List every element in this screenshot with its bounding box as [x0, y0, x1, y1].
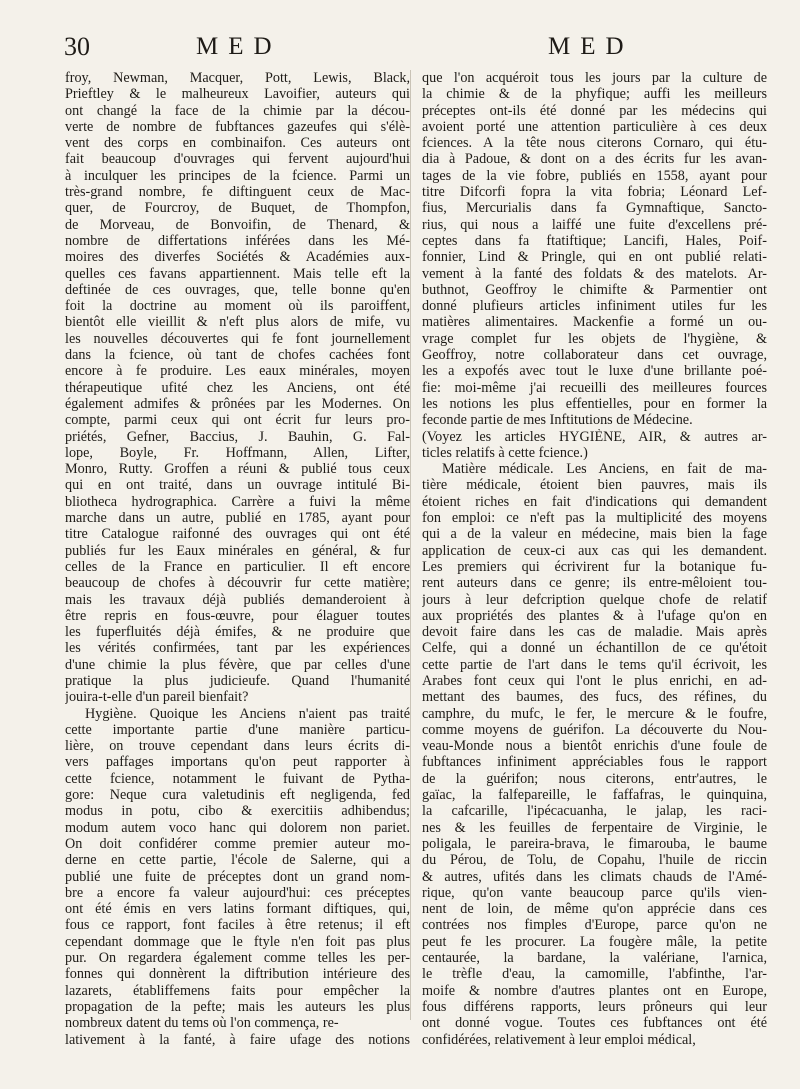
- text-line: fon emploi: ce n'eft pas la multiplicité des moyens: [422, 510, 767, 527]
- text-line: rique, qu'on vante beaucoup parce qu'ils vien-: [422, 884, 767, 901]
- text-line: publié une fuite de préceptes dont un grand nom-: [65, 868, 410, 885]
- text-line: verte de nombre de fubftances gazeufes qui s'élè-: [65, 118, 410, 135]
- text-line: titre Catalogue raifonné des ouvrages qui ont été: [65, 526, 410, 543]
- text-line: Monro, Rutty. Groffen a réuni & publié tous ceux: [65, 461, 410, 478]
- text-line: gaïac, la falfepareille, le faffafras, le quinquina,: [422, 787, 767, 804]
- text-line: vrage complet fur les objets de l'hygiène, &: [422, 330, 767, 347]
- text-line: Prieftley & le malheureux Lavoifier, auteurs qui: [65, 86, 410, 103]
- text-line: deftinée de ces ouvrages, que, telle bonne qu'en: [65, 281, 410, 298]
- text-line: quer, de Fourcroy, de Buquet, de Thompfon,: [65, 200, 410, 217]
- text-line: dia à Padoue, & dont on a des écrits fur les avan-: [422, 151, 767, 168]
- text-line: mettant des baumes, des fucs, des réfines, du: [422, 689, 767, 706]
- text-line: priétés, Gefner, Baccius, J. Bauhin, G. Fal-: [65, 428, 410, 445]
- text-line: fciences. A la tête nous citerons Cornaro, qui étu-: [422, 135, 767, 152]
- text-line: le trèfle d'eau, la camomille, l'abfinthe, l'ar-: [422, 966, 767, 983]
- text-line: fonnes qui donnèrent la diftribution intérieure des: [65, 966, 410, 983]
- text-line: Matière médicale. Les Anciens, en fait de ma-: [442, 461, 767, 478]
- text-line: poligala, le pareira-brava, le fimarouba, le baume: [422, 835, 767, 852]
- text-line: être repris en fous-œuvre, pour élaguer toutes: [65, 607, 410, 624]
- text-line: Geoffroy, notre collaborateur dans cet ouvrage,: [422, 347, 767, 364]
- text-line: fius, Mercurialis dans fa Gymnaftique, Sancto-: [422, 200, 767, 217]
- text-line: jouira-t-elle d'un pareil bienfait?: [65, 689, 249, 706]
- text-line: nes & les feuilles de ferpentaire de Virginie, le: [422, 819, 767, 836]
- text-line: publiés fur les Eaux minérales en général, & fur: [65, 542, 410, 559]
- text-line: nombre de differtations inférées dans les Mé-: [65, 232, 410, 249]
- text-line: marche dans un autre, publié en 1785, ayant pour: [65, 510, 410, 527]
- text-line: rius, qui nous a laiffé une fuite d'excellens pré-: [422, 216, 767, 233]
- text-line: cette importante partie d'une manière particu-: [65, 721, 410, 738]
- text-line: (Voyez les articles HYGIÈNE, AIR, & autres ar-: [422, 428, 767, 445]
- text-line: lière, on trouve cependant dans leurs écrits di-: [65, 738, 410, 755]
- text-line: thérapeutique ufité chez les Anciens, ont été: [65, 379, 410, 396]
- text-line: lazarets, établiffemens faits pour empêcher la: [65, 982, 410, 999]
- text-line: confidérées, relativement à leur emploi médical,: [422, 1031, 696, 1048]
- text-line: tière médicale, étoient bien pauvres, mais ils: [422, 477, 767, 494]
- text-line: fonnier, Lind & Pringle, qui en ont publié relati-: [422, 249, 767, 266]
- text-line: On doit confidérer comme premier auteur mo-: [65, 835, 410, 852]
- text-line: de Morveau, de Bonvoifin, de Thenard, &: [65, 216, 410, 233]
- text-line: ont donné vogue. Toutes ces fubftances ont été: [422, 1015, 767, 1032]
- text-line: derne en cette partie, l'école de Salerne, qui a: [65, 852, 410, 869]
- text-line: froy, Newman, Macquer, Pott, Lewis, Black,: [65, 70, 410, 86]
- text-line: du Pérou, de Tolu, de Copahu, l'huile de riccin: [422, 852, 767, 869]
- text-line: moires des diverfes Sociétés & Académies aux-: [65, 249, 410, 266]
- text-line: moife & nombre d'autres plantes ont en Europe,: [422, 982, 767, 999]
- text-line: pratique la plus judicieufe. Quand l'humanité: [65, 672, 410, 689]
- text-line: modus in potu, cibo & exercitiis adhibendus;: [65, 803, 410, 820]
- text-line: vers paffages importans qu'on peut rapporter à: [65, 754, 410, 771]
- text-line: foit la doctrine au moment où ils paroiffent,: [65, 298, 410, 315]
- page-number: 30: [64, 32, 90, 61]
- text-line: titre Difcorfi fopra la vita fobria; Léonard Lef-: [422, 184, 767, 201]
- text-line: fous ce rapport, font faciles à être retenus; il eft: [65, 917, 410, 934]
- text-line: camphre, du mufc, le fer, le mercure & le foufre,: [422, 705, 767, 722]
- text-line: les vérités confirmées, tant par les expériences: [65, 640, 410, 657]
- text-line: cette partie de l'art dans le tems qu'il écrivoit, les: [422, 656, 767, 673]
- text-line: buthnot, Geoffroy le chimifte & Parmentier ont: [422, 281, 767, 298]
- text-line: fie: moi-même j'ai recueilli des meilleures fources: [422, 379, 767, 396]
- text-line: mais les travaux déjà publiés demanderoient à: [65, 591, 410, 608]
- text-line: la cafcarille, l'ipécacuanha, le jalap, les raci-: [422, 803, 767, 820]
- text-line: de la guérifon; nous citerons, entr'autres, le: [422, 770, 767, 787]
- text-line: avoient porté une attention particulière à ces deux: [422, 118, 767, 135]
- text-line: bre a encore fa valeur aujourd'hui: ces préceptes: [65, 884, 410, 901]
- text-line: préceptes ont-ils été donné par les médecins qui: [422, 102, 767, 119]
- text-line: gore: Neque cura valetudinis eft negligenda, fed: [65, 787, 410, 804]
- text-line: modum autem voco hanc qui dolorem non pariet.: [65, 819, 410, 836]
- text-line: vent des corps en combinaifon. Ces auteurs ont: [65, 135, 410, 152]
- text-line: qui a de la valeur en médecine, mais bien la fage: [422, 526, 767, 543]
- text-line: tages de la vie fobre, publiés en 1558, ayant pour: [422, 167, 767, 184]
- text-line: les a expofés avec tout le luxe d'une brillante poé-: [422, 363, 767, 380]
- text-line: d'une chimie la plus févère, que par celles d'une: [65, 656, 410, 673]
- text-line: encore à fe produire. Les eaux minérales, moyen: [65, 363, 410, 380]
- text-line: étoient riches en fait d'indications qui demandent: [422, 493, 767, 510]
- text-line: Arabes font ceux qui l'ont le plus enrichi, en ad-: [422, 672, 767, 689]
- page-header: [0, 30, 800, 64]
- text-line: & autres, ufités dans les climats chauds de l'Amé-: [422, 868, 767, 885]
- text-line: la chimie & de la phyfique; auffi les meilleurs: [422, 86, 767, 103]
- text-line: vement à la fanté des foldats & des matelots. Ar-: [422, 265, 767, 282]
- text-column-left: [65, 70, 410, 1048]
- running-head-left: MED: [196, 33, 282, 60]
- text-line: Hygiène. Quoique les Anciens n'aient pas traité: [85, 705, 410, 722]
- text-line: ceptes dans fa ftatiftique; Lancifi, Hales, Poif-: [422, 232, 767, 249]
- text-line: centaurée, la bardane, la valériane, l'arnica,: [422, 950, 767, 967]
- text-line: également admifes & prônées par les Modernes. On: [65, 395, 410, 412]
- text-line: comme moyens de guérifon. La découverte du Nou-: [422, 721, 767, 738]
- text-line: bientôt elle vieillit & n'eft plus alors de mife, vu: [65, 314, 410, 331]
- text-line: ont été émis en vers latins formant diftiques, qui,: [65, 901, 410, 918]
- text-line: matières alimentaires. Mackenfie a formé un ou-: [422, 314, 767, 331]
- text-line: les notions les plus effentielles, pour en former la: [422, 395, 767, 412]
- text-line: cependant dommage que le ftyle n'en foit pas plus: [65, 933, 410, 950]
- text-line: cette fcience, notamment le fuivant de Pytha-: [65, 770, 410, 787]
- text-line: les fuperfluités déjà émifes, & ne produire que: [65, 624, 410, 641]
- text-line: celles de la France en particulier. Il eft encore: [65, 558, 410, 575]
- text-line: dans la fcience, où tant de chofes cachées font: [65, 347, 410, 364]
- text-line: fous différens rapports, leurs prôneurs qui leur: [422, 998, 767, 1015]
- text-line: aux propriétés des plantes & à l'ufage qu'on en: [422, 607, 767, 624]
- text-line: nombreux datent du tems où l'on commença, re-: [65, 1015, 339, 1032]
- text-line: ticles relatifs à cette fcience.): [422, 444, 588, 461]
- text-line: nent de loin, de même qu'on apprécie dans ces: [422, 901, 767, 918]
- text-line: jours à leur defcription quelque chofe de relatif: [422, 591, 767, 608]
- text-line: donné plufieurs articles infiniment utiles fur les: [422, 298, 767, 315]
- text-line: rent auteurs dans ce genre; ils entre-mêloient tou-: [422, 575, 767, 592]
- text-line: beaucoup de chofes à découvrir fur cette matière;: [65, 575, 410, 592]
- text-line: application de ceux-ci aux cas qui les demandent.: [422, 542, 767, 559]
- column-divider: [410, 70, 411, 1020]
- text-line: veau-Monde nous a bientôt enrichis d'une foule de: [422, 738, 767, 755]
- running-head-right: MED: [548, 33, 634, 60]
- text-line: quelles ces favans appartiennent. Mais telle eft la: [65, 265, 410, 282]
- text-line: contrées nos fimples d'Europe, parce qu'on ne: [422, 917, 767, 934]
- text-line: propagation de la pefte; mais les auteurs les plus: [65, 998, 410, 1015]
- text-line: qui en ont traité, dans un ouvrage intitulé Bi-: [65, 477, 410, 494]
- text-line: ont changé la face de la chimie par la décou-: [65, 102, 410, 119]
- text-line: compte, parmi ceux qui ont écrit fur leurs pro-: [65, 412, 410, 429]
- text-column-right: [422, 70, 767, 1048]
- text-line: lativement à la fanté, à faire ufage des notions: [65, 1031, 410, 1048]
- text-line: fubftances infiniment appréciables fous le rapport: [422, 754, 767, 771]
- text-line: peut fe les procurer. La fougère mâle, la petite: [422, 933, 767, 950]
- text-line: feconde partie de mes Inftitutions de Médecine.: [422, 412, 693, 429]
- text-line: devoit faire dans les cas de maladie. Mais après: [422, 624, 767, 641]
- text-line: très-grand nombre, fe diftinguent ceux de Mac-: [65, 184, 410, 201]
- text-line: fait beaucoup d'ouvrages qui fervent aujourd'hui: [65, 151, 410, 168]
- text-line: les nouvelles découvertes qui fe font journellement: [65, 330, 410, 347]
- text-line: Les premiers qui écrivirent fur la botanique fu-: [422, 558, 767, 575]
- text-line: bliotheca hydrographica. Carrère a fuivi la même: [65, 493, 410, 510]
- text-line: à inculquer les principes de la fcience. Parmi un: [65, 167, 410, 184]
- text-line: Celfe, qui a donné un échantillon de ce qu'étoit: [422, 640, 767, 657]
- text-line: lope, Boyle, Fr. Hoffmann, Allen, Lifter,: [65, 444, 410, 461]
- text-line: que l'on acquéroit tous les jours par la culture de: [422, 70, 767, 86]
- text-line: pur. On regardera également comme telles les per-: [65, 950, 410, 967]
